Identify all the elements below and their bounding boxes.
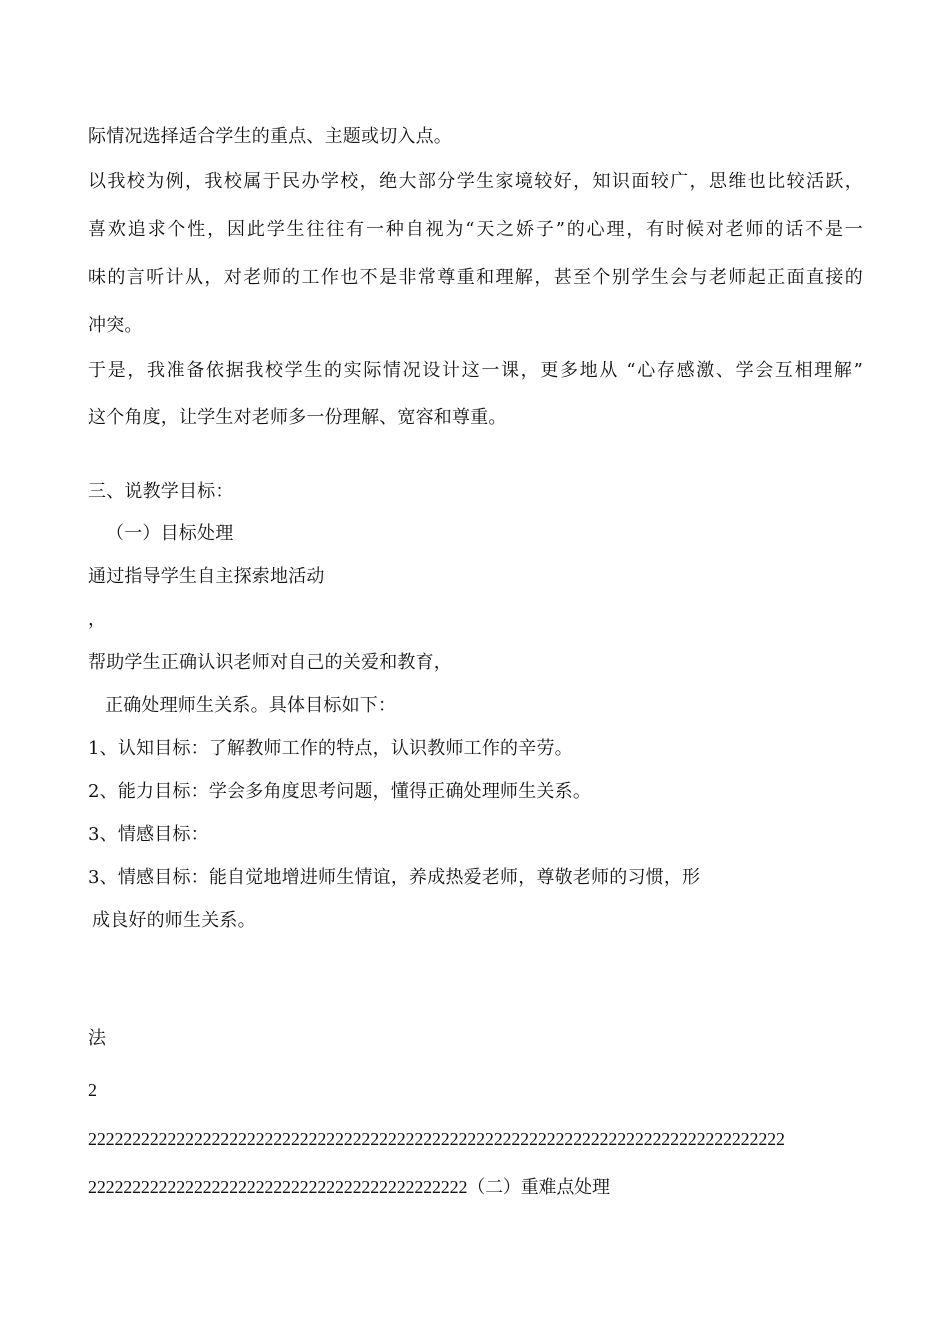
paragraph-line: 2222222222222222222222222222222222222222222（二）重难点处理 xyxy=(88,1177,610,1197)
goal-item: 3、情感目标：能自觉地增进师生情谊，养成热爱老师，尊敬老师的习惯，形 xyxy=(88,867,701,888)
paragraph-line: 味的言听计从，对老师的工作也不是非常尊重和理解，甚至个别学生会与老师起正面直接的 xyxy=(88,267,863,288)
goal-item: 2、能力目标：学会多角度思考问题，懂得正确处理师生关系。 xyxy=(88,781,592,802)
paragraph-line: 正确处理师生关系。具体目标如下： xyxy=(105,695,397,716)
goal-item-continuation: 成良好的师生关系。 xyxy=(92,910,256,931)
paragraph-line: ， xyxy=(88,609,107,630)
paragraph-line: 通过指导学生自主探索地活动 xyxy=(88,566,325,587)
paragraph-line: 以我校为例，我校属于民办学校，绝大部分学生家境较好，知识面较广，思维也比较活跃， xyxy=(88,171,863,192)
paragraph-line: 帮助学生正确认识老师对自己的关爱和教育， xyxy=(88,652,452,673)
paragraph-line: 2222222222222222222222222222222222222222222222222222222222222222222222222222222 xyxy=(88,1129,785,1149)
paragraph-line: 际情况选择适合学生的重点、主题或切入点。 xyxy=(88,126,452,147)
paragraph-line: 法 xyxy=(88,1028,107,1049)
paragraph-line: 冲突。 xyxy=(88,315,143,336)
paragraph-line: 2 xyxy=(88,1080,97,1100)
paragraph-line: 喜欢追求个性，因此学生往往有一种自视为“天之娇子”的心理，有时候对老师的话不是一 xyxy=(88,219,863,240)
paragraph-line: 于是，我准备依据我校学生的实际情况设计这一课，更多地从 “心存感激、学会互相理解” xyxy=(88,360,863,381)
section-heading: 三、说教学目标： xyxy=(88,481,234,502)
paragraph-line: 这个角度，让学生对老师多一份理解、宽容和尊重。 xyxy=(88,407,507,428)
goal-item: 1、认知目标：了解教师工作的特点，认识教师工作的辛劳。 xyxy=(88,738,573,759)
subsection-heading: （一）目标处理 xyxy=(106,523,234,544)
goal-item: 3、情感目标： xyxy=(88,824,209,845)
